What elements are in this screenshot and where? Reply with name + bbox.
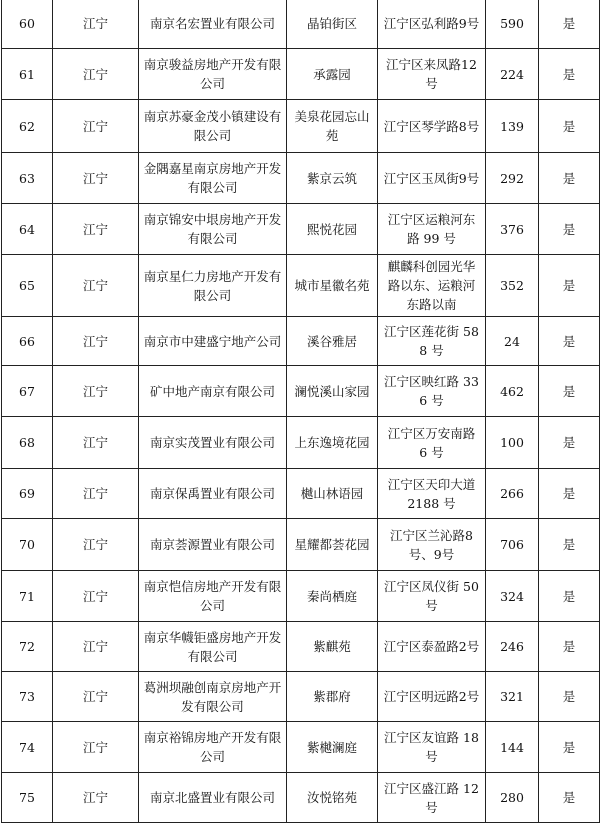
company-cell: 南京锦安中垠房地产开发有限公司: [139, 204, 287, 255]
table-row: [2, 519, 600, 571]
address-cell: 江宁区天印大道 2188 号: [378, 469, 486, 519]
project-name-cell: 晶铂街区: [287, 0, 378, 49]
flag-cell: 是: [539, 317, 600, 366]
address-cell: 江宁区盛江路 12 号: [378, 773, 486, 823]
district-cell: 江宁: [53, 366, 139, 417]
address-cell: 江宁区玉凤街9号: [378, 153, 486, 204]
address-cell: 江宁区运粮河东路 99 号: [378, 204, 486, 255]
project-table: [1, 0, 600, 823]
district-cell: 江宁: [53, 469, 139, 519]
units-cell: 352: [486, 255, 539, 317]
row-number-cell: 67: [2, 366, 53, 417]
district-cell: 江宁: [53, 100, 139, 153]
units-cell: 24: [486, 317, 539, 366]
table-body: [2, 0, 600, 823]
flag-cell: 是: [539, 100, 600, 153]
project-name-cell: 溪谷雅居: [287, 317, 378, 366]
company-cell: 南京骏益房地产开发有限公司: [139, 49, 287, 100]
units-cell: 139: [486, 100, 539, 153]
row-number-cell: 70: [2, 519, 53, 571]
row-number-cell: 69: [2, 469, 53, 519]
table-row: [2, 773, 600, 823]
address-cell: 江宁区琴学路8号: [378, 100, 486, 153]
district-cell: 江宁: [53, 204, 139, 255]
company-cell: 南京华幭钜盛房地产开发有限公司: [139, 622, 287, 672]
flag-cell: 是: [539, 571, 600, 622]
table-row: [2, 366, 600, 417]
project-name-cell: 星耀都荟花园: [287, 519, 378, 571]
project-name-cell: 澜悦溪山家园: [287, 366, 378, 417]
district-cell: 江宁: [53, 571, 139, 622]
company-cell: 南京实茂置业有限公司: [139, 417, 287, 469]
project-name-cell: 上东逸境花园: [287, 417, 378, 469]
company-cell: 葛洲坝融创南京房地产开发有限公司: [139, 672, 287, 722]
table-row: [2, 204, 600, 255]
address-cell: 江宁区凤仪街 50 号: [378, 571, 486, 622]
units-cell: 321: [486, 672, 539, 722]
flag-cell: 是: [539, 622, 600, 672]
company-cell: 金隅嘉星南京房地产开发有限公司: [139, 153, 287, 204]
row-number-cell: 73: [2, 672, 53, 722]
table-row: [2, 100, 600, 153]
address-cell: 江宁区泰盈路2号: [378, 622, 486, 672]
company-cell: 南京名宏置业有限公司: [139, 0, 287, 49]
units-cell: 144: [486, 722, 539, 773]
project-name-cell: 承露园: [287, 49, 378, 100]
address-cell: 江宁区弘利路9号: [378, 0, 486, 49]
district-cell: 江宁: [53, 417, 139, 469]
company-cell: 南京恺信房地产开发有限公司: [139, 571, 287, 622]
district-cell: 江宁: [53, 0, 139, 49]
project-name-cell: 紫麒苑: [287, 622, 378, 672]
address-cell: 江宁区明远路2号: [378, 672, 486, 722]
flag-cell: 是: [539, 204, 600, 255]
flag-cell: 是: [539, 417, 600, 469]
row-number-cell: 68: [2, 417, 53, 469]
flag-cell: 是: [539, 0, 600, 49]
units-cell: 590: [486, 0, 539, 49]
flag-cell: 是: [539, 255, 600, 317]
units-cell: 246: [486, 622, 539, 672]
units-cell: 266: [486, 469, 539, 519]
flag-cell: 是: [539, 672, 600, 722]
units-cell: 292: [486, 153, 539, 204]
row-number-cell: 71: [2, 571, 53, 622]
flag-cell: 是: [539, 773, 600, 823]
address-cell: 江宁区兰沁路8号、9号: [378, 519, 486, 571]
company-cell: 南京保禹置业有限公司: [139, 469, 287, 519]
units-cell: 706: [486, 519, 539, 571]
project-name-cell: 美泉花园忘山苑: [287, 100, 378, 153]
company-cell: 南京北盛置业有限公司: [139, 773, 287, 823]
row-number-cell: 74: [2, 722, 53, 773]
company-cell: 南京裕锦房地产开发有限公司: [139, 722, 287, 773]
row-number-cell: 64: [2, 204, 53, 255]
address-cell: 江宁区来凤路12号: [378, 49, 486, 100]
units-cell: 280: [486, 773, 539, 823]
district-cell: 江宁: [53, 255, 139, 317]
flag-cell: 是: [539, 469, 600, 519]
district-cell: 江宁: [53, 672, 139, 722]
table-row: [2, 417, 600, 469]
project-name-cell: 熙悦花园: [287, 204, 378, 255]
row-number-cell: 72: [2, 622, 53, 672]
table-row: [2, 153, 600, 204]
address-cell: 江宁区友谊路 18 号: [378, 722, 486, 773]
row-number-cell: 66: [2, 317, 53, 366]
district-cell: 江宁: [53, 49, 139, 100]
district-cell: 江宁: [53, 519, 139, 571]
company-cell: 矿中地产南京有限公司: [139, 366, 287, 417]
project-name-cell: 城市星徽名苑: [287, 255, 378, 317]
row-number-cell: 75: [2, 773, 53, 823]
flag-cell: 是: [539, 519, 600, 571]
table-row: [2, 255, 600, 317]
district-cell: 江宁: [53, 622, 139, 672]
project-name-cell: 樾山林语园: [287, 469, 378, 519]
row-number-cell: 61: [2, 49, 53, 100]
company-cell: 南京苏豪金茂小镇建设有限公司: [139, 100, 287, 153]
table-row: [2, 469, 600, 519]
project-name-cell: 紫樾澜庭: [287, 722, 378, 773]
row-number-cell: 65: [2, 255, 53, 317]
table-row: [2, 672, 600, 722]
row-number-cell: 60: [2, 0, 53, 49]
flag-cell: 是: [539, 49, 600, 100]
units-cell: 376: [486, 204, 539, 255]
table-row: [2, 571, 600, 622]
flag-cell: 是: [539, 153, 600, 204]
units-cell: 462: [486, 366, 539, 417]
address-cell: 江宁区映红路 336 号: [378, 366, 486, 417]
table-row: [2, 622, 600, 672]
address-cell: 江宁区万安南路 6 号: [378, 417, 486, 469]
flag-cell: 是: [539, 366, 600, 417]
table-row: [2, 0, 600, 49]
units-cell: 324: [486, 571, 539, 622]
project-name-cell: 汝悦铭苑: [287, 773, 378, 823]
table-row: [2, 49, 600, 100]
project-name-cell: 紫京云筑: [287, 153, 378, 204]
flag-cell: 是: [539, 722, 600, 773]
company-cell: 南京荟源置业有限公司: [139, 519, 287, 571]
address-cell: 麒麟科创园光华路以东、运粮河东路以南: [378, 255, 486, 317]
company-cell: 南京星仁力房地产开发有限公司: [139, 255, 287, 317]
table-row: [2, 317, 600, 366]
project-name-cell: 紫郡府: [287, 672, 378, 722]
row-number-cell: 63: [2, 153, 53, 204]
company-cell: 南京市中建盛宁地产公司: [139, 317, 287, 366]
row-number-cell: 62: [2, 100, 53, 153]
district-cell: 江宁: [53, 773, 139, 823]
district-cell: 江宁: [53, 153, 139, 204]
district-cell: 江宁: [53, 317, 139, 366]
address-cell: 江宁区莲花街 588 号: [378, 317, 486, 366]
district-cell: 江宁: [53, 722, 139, 773]
units-cell: 224: [486, 49, 539, 100]
table-row: [2, 722, 600, 773]
units-cell: 100: [486, 417, 539, 469]
project-name-cell: 秦尚栖庭: [287, 571, 378, 622]
